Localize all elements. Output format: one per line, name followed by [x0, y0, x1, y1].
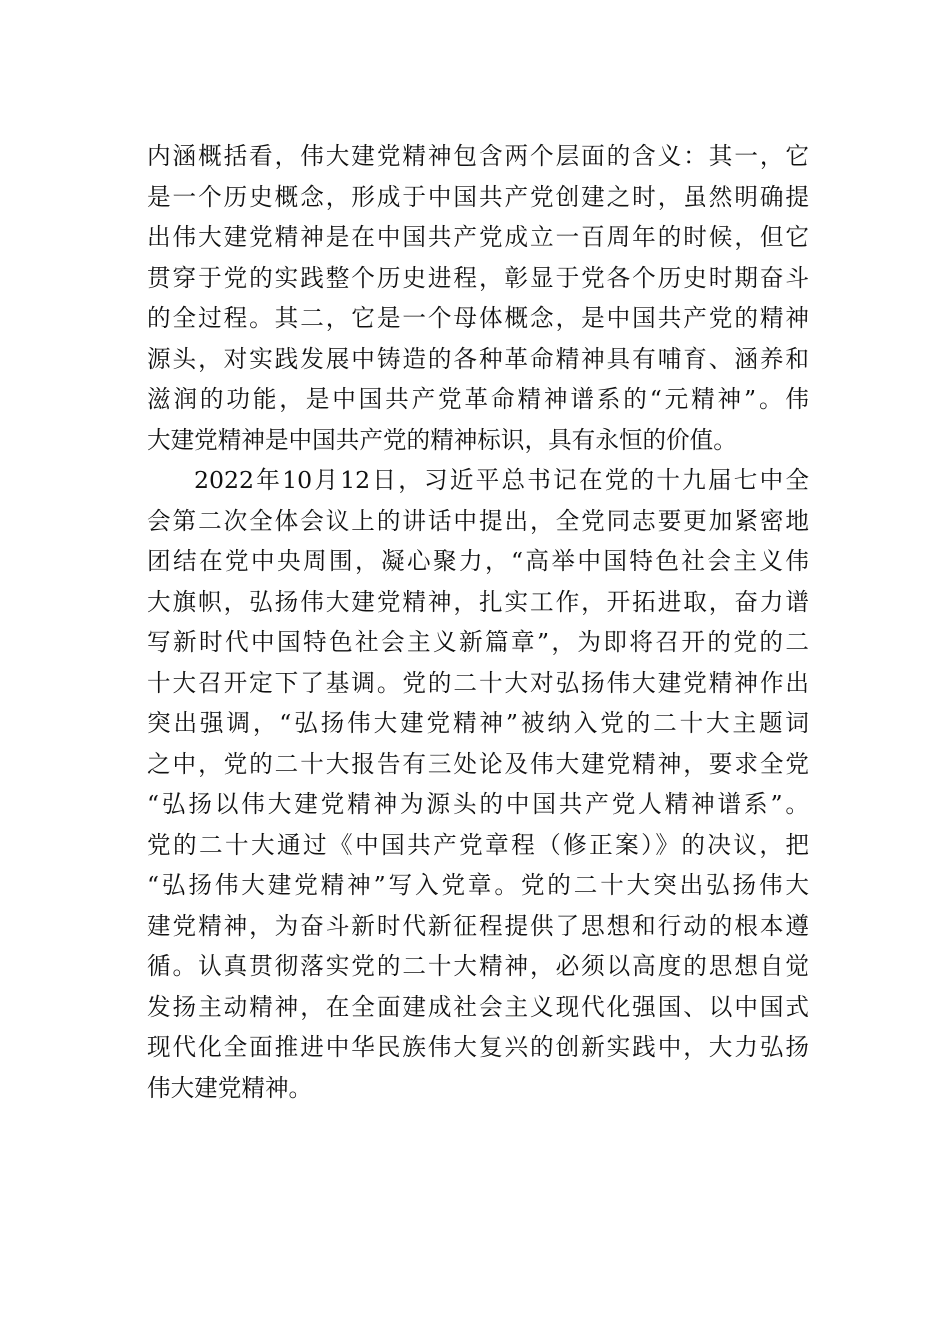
- paragraph-2: [147, 460, 809, 1108]
- text-line: 写新时代中国特色社会主义新篇章”，为即将召开的党的二: [147, 628, 809, 656]
- text-line: 之中，党的二十大报告有三处论及伟大建党精神，要求全党: [147, 749, 809, 778]
- text-line: 的全过程。其二，它是一个母体概念，是中国共产党的精神: [147, 304, 809, 332]
- text-line: 出伟大建党精神是在中国共产党成立一百周年的时候，但它: [147, 223, 809, 251]
- text-line: 突出强调，“弘扬伟大建党精神”被纳入党的二十大主题词: [147, 709, 809, 737]
- text-line: 源头，对实践发展中铸造的各种革命精神具有哺育、涵养和: [147, 344, 809, 373]
- text-line: “弘扬以伟大建党精神为源头的中国共产党人精神谱系”。: [147, 790, 809, 818]
- text-line: 大建党精神是中国共产党的精神标识，具有永恒的价值。: [147, 425, 737, 454]
- text-line: 发扬主动精神，在全面建成社会主义现代化强国、以中国式: [147, 992, 809, 1021]
- text-line: 现代化全面推进中华民族伟大复兴的创新实践中，大力弘扬: [147, 1033, 809, 1061]
- document-page: [147, 136, 809, 1108]
- text-line: 大旗帜，弘扬伟大建党精神，扎实工作，开拓进取，奋力谱: [147, 587, 809, 616]
- text-line: 建党精神，为奋斗新时代新征程提供了思想和行动的根本遵: [147, 911, 809, 940]
- text-line: 是一个历史概念，形成于中国共产党创建之时，虽然明确提: [147, 182, 809, 211]
- text-line: 循。认真贯彻落实党的二十大精神，必须以高度的思想自觉: [147, 952, 809, 980]
- text-line: 2022年10月12日，习近平总书记在党的十九届七中全: [194, 466, 809, 494]
- text-line: 内涵概括看，伟大建党精神包含两个层面的含义：其一，它: [147, 142, 809, 170]
- paragraph-1: [147, 136, 809, 460]
- text-line: 十大召开定下了基调。党的二十大对弘扬伟大建党精神作出: [147, 668, 809, 697]
- text-line: 伟大建党精神。: [147, 1073, 313, 1102]
- text-line: 滋润的功能，是中国共产党革命精神谱系的“元精神”。伟: [147, 385, 809, 413]
- text-line: 会第二次全体会议上的讲话中提出，全党同志要更加紧密地: [147, 506, 809, 535]
- text-line: “弘扬伟大建党精神”写入党章。党的二十大突出弘扬伟大: [147, 871, 809, 899]
- text-line: 贯穿于党的实践整个历史进程，彰显于党各个历史时期奋斗: [147, 263, 809, 292]
- text-line: 团结在党中央周围，凝心聚力，“高举中国特色社会主义伟: [147, 547, 809, 575]
- text-line: 党的二十大通过《中国共产党章程（修正案）》的决议，把: [147, 830, 809, 859]
